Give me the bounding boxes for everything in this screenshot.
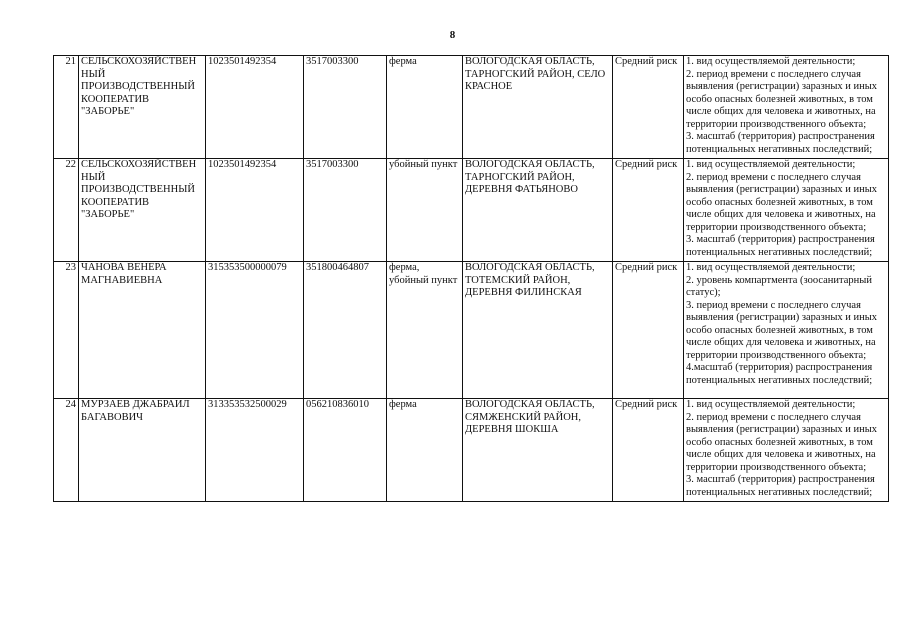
- cell-line: СЯМЖЕНСКИЙ РАЙОН,: [465, 411, 581, 423]
- cell-line: ДЕРЕВНЯ ФАТЬЯНОВО: [465, 184, 578, 195]
- cell-line: выявления (регистрации) заразных и иных: [686, 184, 878, 195]
- address-cell: [463, 159, 613, 262]
- risk-category: Средний риск: [613, 56, 684, 159]
- cell-line: потенциальных негативных последствий;: [686, 246, 873, 258]
- cell-line: территории производственного объекта;: [686, 118, 867, 130]
- cell-line: потенциальных негативных последствий;: [686, 374, 873, 386]
- row-number: 23: [54, 262, 79, 399]
- cell-line: 2. период времени с последнего случая: [686, 411, 861, 423]
- cell-line: ферма,: [389, 262, 420, 273]
- cell-line: ВОЛОГОДСКАЯ ОБЛАСТЬ,: [465, 159, 595, 170]
- cell-line: выявления (регистрации) заразных и иных: [686, 81, 878, 92]
- entity-name: [79, 262, 206, 399]
- entity-name: [79, 159, 206, 262]
- row-number: 22: [54, 159, 79, 262]
- object-type: [387, 262, 463, 399]
- cell-line: ПРОИЗВОДСТВЕННЫЙ: [81, 184, 195, 195]
- cell-line: числе общих для человека и животных, на: [686, 449, 876, 460]
- risk-criteria: [684, 399, 889, 502]
- cell-line: 2. период времени с последнего случая: [686, 171, 861, 183]
- cell-line: ТАРНОГСКИЙ РАЙОН,: [465, 171, 575, 183]
- cell-line: ЧАНОВА ВЕНЕРА: [81, 262, 167, 273]
- cell-line: "ЗАБОРЬЕ": [81, 106, 135, 117]
- cell-line: МАГНАВИЕВНА: [81, 274, 163, 286]
- risk-criteria: [684, 56, 889, 159]
- cell-line: убойный пункт: [389, 274, 458, 286]
- risk-criteria: [684, 159, 889, 262]
- inn-cell: 3517003300: [304, 159, 387, 262]
- address-cell: [463, 262, 613, 399]
- table-row: [54, 159, 889, 262]
- ogrn-cell: 1023501492354: [206, 56, 304, 159]
- cell-line: особо опасных болезней животных, в том: [686, 436, 873, 448]
- inn-cell: 351800464807: [304, 262, 387, 399]
- cell-line: числе общих для человека и животных, на: [686, 337, 876, 348]
- cell-line: НЫЙ: [81, 171, 106, 183]
- cell-line: потенциальных негативных последствий;: [686, 143, 873, 155]
- cell-line: КООПЕРАТИВ: [81, 93, 150, 105]
- cell-line: статус);: [686, 287, 721, 298]
- cell-line: ТОТЕМСКИЙ РАЙОН,: [465, 274, 571, 286]
- cell-line: КООПЕРАТИВ: [81, 196, 150, 208]
- cell-line: 1. вид осуществляемой деятельности;: [686, 159, 856, 170]
- cell-line: выявления (регистрации) заразных и иных: [686, 312, 878, 323]
- inn-cell: 3517003300: [304, 56, 387, 159]
- cell-line: БАГАВОВИЧ: [81, 411, 143, 423]
- cell-line: ДЕРЕВНЯ ФИЛИНСКАЯ: [465, 287, 582, 298]
- cell-line: территории производственного объекта;: [686, 221, 867, 233]
- cell-line: 2. период времени с последнего случая: [686, 68, 861, 80]
- cell-line: территории производственного объекта;: [686, 349, 867, 361]
- cell-line: 3. масштаб (территория) распространения: [686, 474, 875, 485]
- cell-line: НЫЙ: [81, 68, 106, 80]
- address-cell: [463, 399, 613, 502]
- table-row: [54, 399, 889, 502]
- page-number: 8: [449, 29, 456, 41]
- cell-line: СЕЛЬСКОХОЗЯЙСТВЕН: [81, 159, 197, 170]
- cell-line: территории производственного объекта;: [686, 461, 867, 473]
- cell-line: 1. вид осуществляемой деятельности;: [686, 399, 856, 410]
- cell-line: ТАРНОГСКИЙ РАЙОН, СЕЛО: [465, 68, 606, 80]
- cell-line: особо опасных болезней животных, в том: [686, 93, 873, 105]
- cell-line: особо опасных болезней животных, в том: [686, 196, 873, 208]
- cell-line: МУРЗАЕВ ДЖАБРАИЛ: [81, 399, 190, 410]
- cell-line: ферма: [389, 56, 417, 67]
- entity-name: [79, 399, 206, 502]
- cell-line: ВОЛОГОДСКАЯ ОБЛАСТЬ,: [465, 399, 595, 410]
- cell-line: числе общих для человека и животных, на: [686, 106, 876, 117]
- cell-line: СЕЛЬСКОХОЗЯЙСТВЕН: [81, 56, 197, 67]
- address-cell: [463, 56, 613, 159]
- ogrn-cell: 313353532500029: [206, 399, 304, 502]
- table-row: [54, 262, 889, 399]
- cell-line: числе общих для человека и животных, на: [686, 209, 876, 220]
- cell-line: особо опасных болезней животных, в том: [686, 324, 873, 336]
- row-number: 21: [54, 56, 79, 159]
- cell-line: ферма: [389, 399, 417, 410]
- row-number: 24: [54, 399, 79, 502]
- registry-body: [54, 56, 889, 502]
- cell-line: ДЕРЕВНЯ ШОКША: [465, 424, 559, 435]
- cell-line: выявления (регистрации) заразных и иных: [686, 424, 878, 435]
- cell-line: ВОЛОГОДСКАЯ ОБЛАСТЬ,: [465, 262, 595, 273]
- cell-line: ПРОИЗВОДСТВЕННЫЙ: [81, 81, 195, 92]
- cell-line: "ЗАБОРЬЕ": [81, 209, 135, 220]
- risk-criteria: [684, 262, 889, 399]
- cell-line: 3. период времени с последнего случая: [686, 299, 861, 311]
- entity-name: [79, 56, 206, 159]
- cell-line: потенциальных негативных последствий;: [686, 486, 873, 498]
- risk-category: Средний риск: [613, 399, 684, 502]
- cell-line: 3. масштаб (территория) распространения: [686, 131, 875, 142]
- cell-line: 3. масштаб (территория) распространения: [686, 234, 875, 245]
- object-type: [387, 56, 463, 159]
- object-type: [387, 159, 463, 262]
- risk-category: Средний риск: [613, 262, 684, 399]
- cell-line: убойный пункт: [389, 159, 458, 170]
- ogrn-cell: 315353500000079: [206, 262, 304, 399]
- cell-line: 1. вид осуществляемой деятельности;: [686, 56, 856, 67]
- registry-table: [53, 55, 889, 502]
- cell-line: КРАСНОЕ: [465, 81, 513, 92]
- object-type: [387, 399, 463, 502]
- cell-line: 2. уровень компартмента (зоосанитарный: [686, 274, 872, 286]
- cell-line: 1. вид осуществляемой деятельности;: [686, 262, 856, 273]
- cell-line: ВОЛОГОДСКАЯ ОБЛАСТЬ,: [465, 56, 595, 67]
- inn-cell: 056210836010: [304, 399, 387, 502]
- risk-category: Средний риск: [613, 159, 684, 262]
- ogrn-cell: 1023501492354: [206, 159, 304, 262]
- table-row: [54, 56, 889, 159]
- cell-line: 4.масштаб (территория) распространения: [686, 362, 873, 373]
